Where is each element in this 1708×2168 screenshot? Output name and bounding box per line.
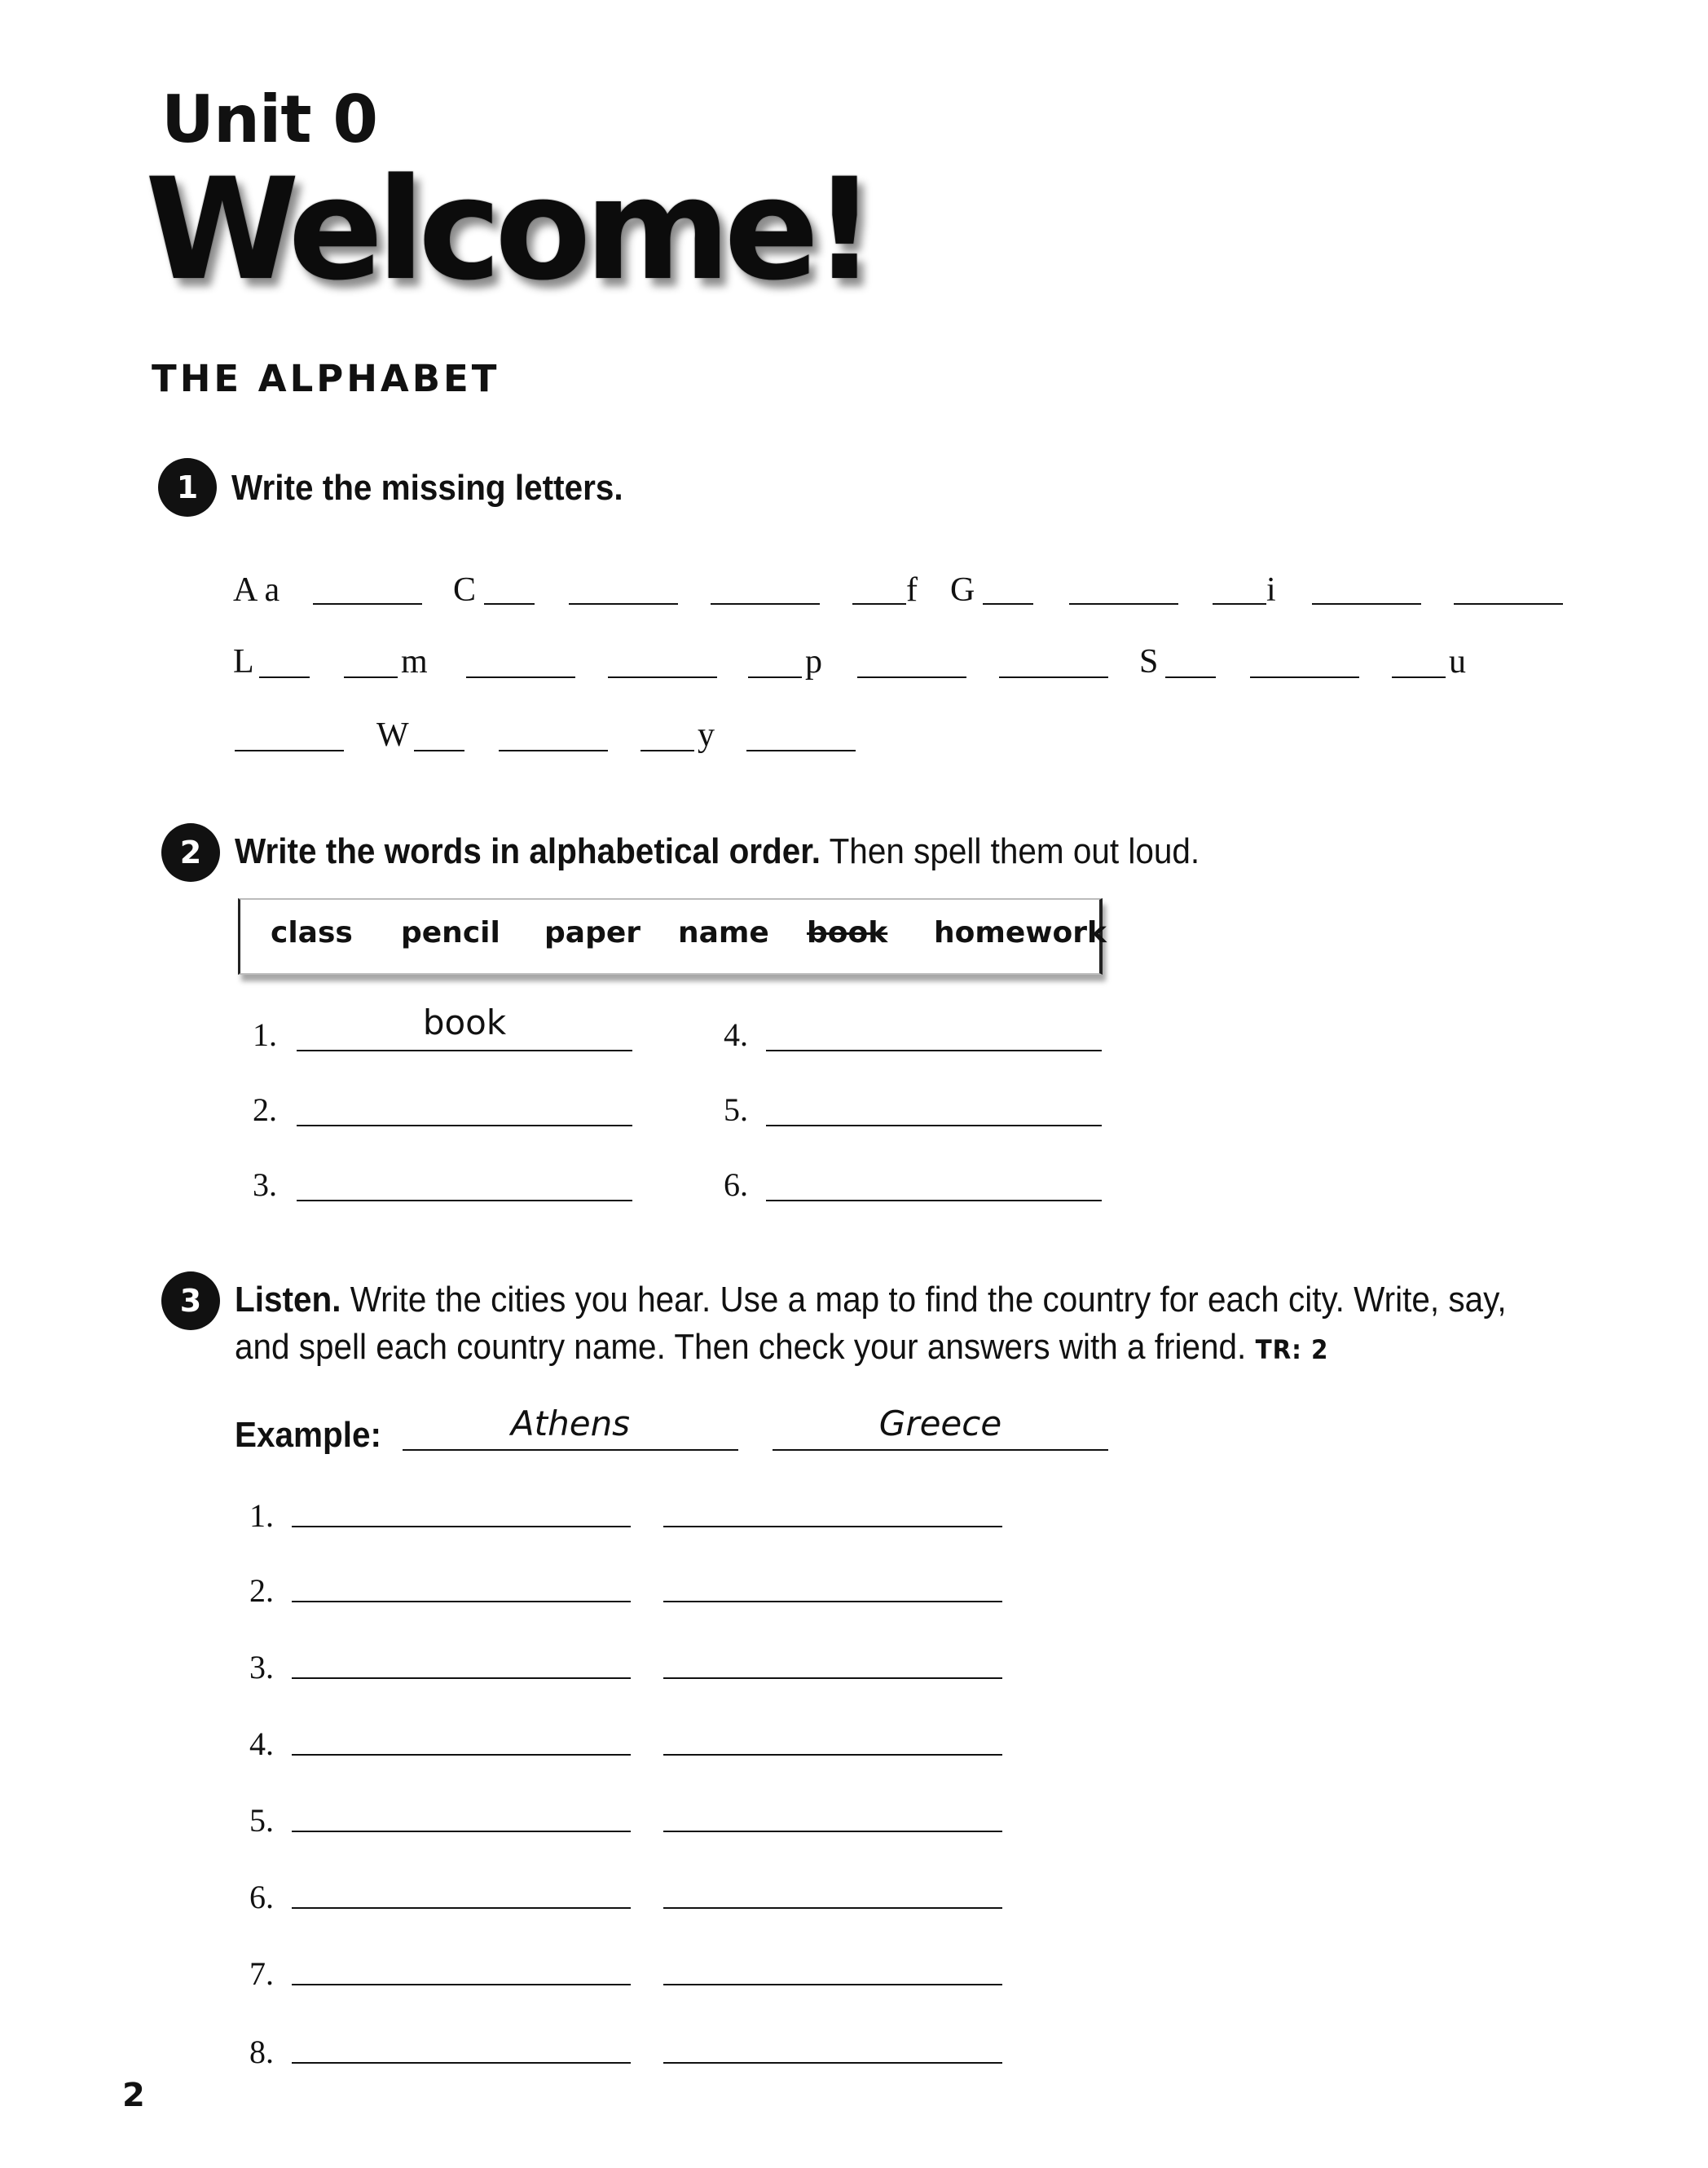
blank-T[interactable] [1250, 676, 1359, 678]
exercise-1-number: 1 [158, 458, 217, 517]
blank-O[interactable] [608, 676, 717, 678]
blank-I[interactable] [1213, 603, 1266, 605]
city-line[interactable] [292, 1984, 631, 1985]
letter-f: f [906, 571, 918, 609]
answer-line[interactable] [766, 1050, 1102, 1051]
blank-E[interactable] [711, 603, 820, 605]
blank-V[interactable] [235, 750, 344, 751]
blank-Z[interactable] [746, 750, 856, 751]
blank-R[interactable] [999, 676, 1108, 678]
section-heading: THE ALPHABET [152, 357, 500, 400]
example-city-line [403, 1449, 738, 1451]
row-number: 4. [249, 1725, 274, 1762]
blank-B[interactable] [313, 603, 422, 605]
country-line[interactable] [663, 2062, 1002, 2064]
answer-number: 4. [724, 1016, 748, 1053]
row-number: 8. [249, 2034, 274, 2070]
example-label: Example: [235, 1415, 381, 1455]
letter-L: L [233, 643, 254, 681]
letter-p: p [805, 643, 822, 681]
exercise-3-instruction-line-2: and spell each country name. Then check your answers with a friend. TR: 2 [235, 1327, 1329, 1367]
letter-m: m [401, 643, 428, 681]
track-label: TR: 2 [1255, 1334, 1329, 1365]
blank-M[interactable] [344, 676, 398, 678]
exercise-3-instruction-line-1: Listen. Write the cities you hear. Use a map to find the country for each city. Write, say, [235, 1280, 1507, 1320]
row-number: 3. [249, 1649, 274, 1685]
city-line[interactable] [292, 1526, 631, 1527]
blank-J[interactable] [1312, 603, 1421, 605]
answer-line[interactable] [766, 1200, 1102, 1201]
blank-l[interactable] [259, 676, 310, 678]
word-bank-item: class [271, 916, 353, 950]
blank-K[interactable] [1454, 603, 1563, 605]
country-line[interactable] [663, 1601, 1002, 1602]
blank-g[interactable] [983, 603, 1033, 605]
letter-u: u [1449, 643, 1466, 681]
answer-number: 3. [253, 1166, 277, 1203]
letter-i: i [1266, 571, 1276, 609]
country-line[interactable] [663, 1831, 1002, 1832]
city-line[interactable] [292, 1831, 631, 1832]
letter-G: G [950, 571, 975, 609]
city-line[interactable] [292, 1754, 631, 1756]
answer-1-text: book [422, 1002, 507, 1042]
answer-number: 2. [253, 1091, 277, 1128]
blank-Y[interactable] [640, 750, 694, 751]
blank-w[interactable] [414, 750, 464, 751]
row-number: 1. [249, 1497, 274, 1534]
country-line[interactable] [663, 1677, 1002, 1679]
blank-s[interactable] [1165, 676, 1216, 678]
answer-line[interactable] [766, 1125, 1102, 1126]
page-number: 2 [122, 2077, 145, 2114]
row-number: 7. [249, 1955, 274, 1992]
blank-H[interactable] [1069, 603, 1178, 605]
row-number: 6. [249, 1879, 274, 1915]
answer-number: 6. [724, 1166, 748, 1203]
letter-W: W [376, 716, 409, 754]
example-country-line [773, 1449, 1108, 1451]
answer-line[interactable] [297, 1125, 632, 1126]
exercise-2-number: 2 [161, 823, 220, 882]
word-bank-item: paper [544, 916, 641, 950]
blank-F[interactable] [852, 603, 906, 605]
example-country: Greece [878, 1403, 1002, 1443]
row-number: 5. [249, 1802, 274, 1839]
country-line[interactable] [663, 1754, 1002, 1756]
row-number: 2. [249, 1572, 274, 1609]
letter-C: C [453, 571, 477, 609]
blank-c[interactable] [484, 603, 535, 605]
blank-N[interactable] [466, 676, 575, 678]
page-title: Welcome! [145, 148, 870, 311]
city-line[interactable] [292, 2062, 631, 2064]
blank-Q[interactable] [857, 676, 966, 678]
country-line[interactable] [663, 1526, 1002, 1527]
exercise-2-instruction: Write the words in alphabetical order. Then spell them out loud. [235, 831, 1200, 871]
blank-P[interactable] [748, 676, 802, 678]
letter-S: S [1139, 643, 1159, 681]
answer-line[interactable] [297, 1050, 632, 1051]
country-line[interactable] [663, 1907, 1002, 1909]
blank-U[interactable] [1392, 676, 1446, 678]
letter-y: y [698, 716, 715, 754]
exercise-3-number: 3 [161, 1271, 220, 1330]
blank-X[interactable] [499, 750, 608, 751]
blank-D[interactable] [569, 603, 678, 605]
country-line[interactable] [663, 1984, 1002, 1985]
answer-number: 1. [253, 1016, 277, 1053]
exercise-1-instruction: Write the missing letters. [231, 468, 623, 508]
word-bank-item-struck: book [807, 916, 888, 950]
example-city: Athens [510, 1403, 631, 1443]
city-line[interactable] [292, 1677, 631, 1679]
word-bank-item: pencil [401, 916, 500, 950]
unit-label: Unit 0 [161, 82, 378, 157]
city-line[interactable] [292, 1907, 631, 1909]
word-bank-item: name [678, 916, 769, 950]
answer-line[interactable] [297, 1200, 632, 1201]
city-line[interactable] [292, 1601, 631, 1602]
answer-number: 5. [724, 1091, 748, 1128]
letter-Aa: A a [233, 571, 280, 609]
word-bank-item: homework [934, 916, 1107, 950]
